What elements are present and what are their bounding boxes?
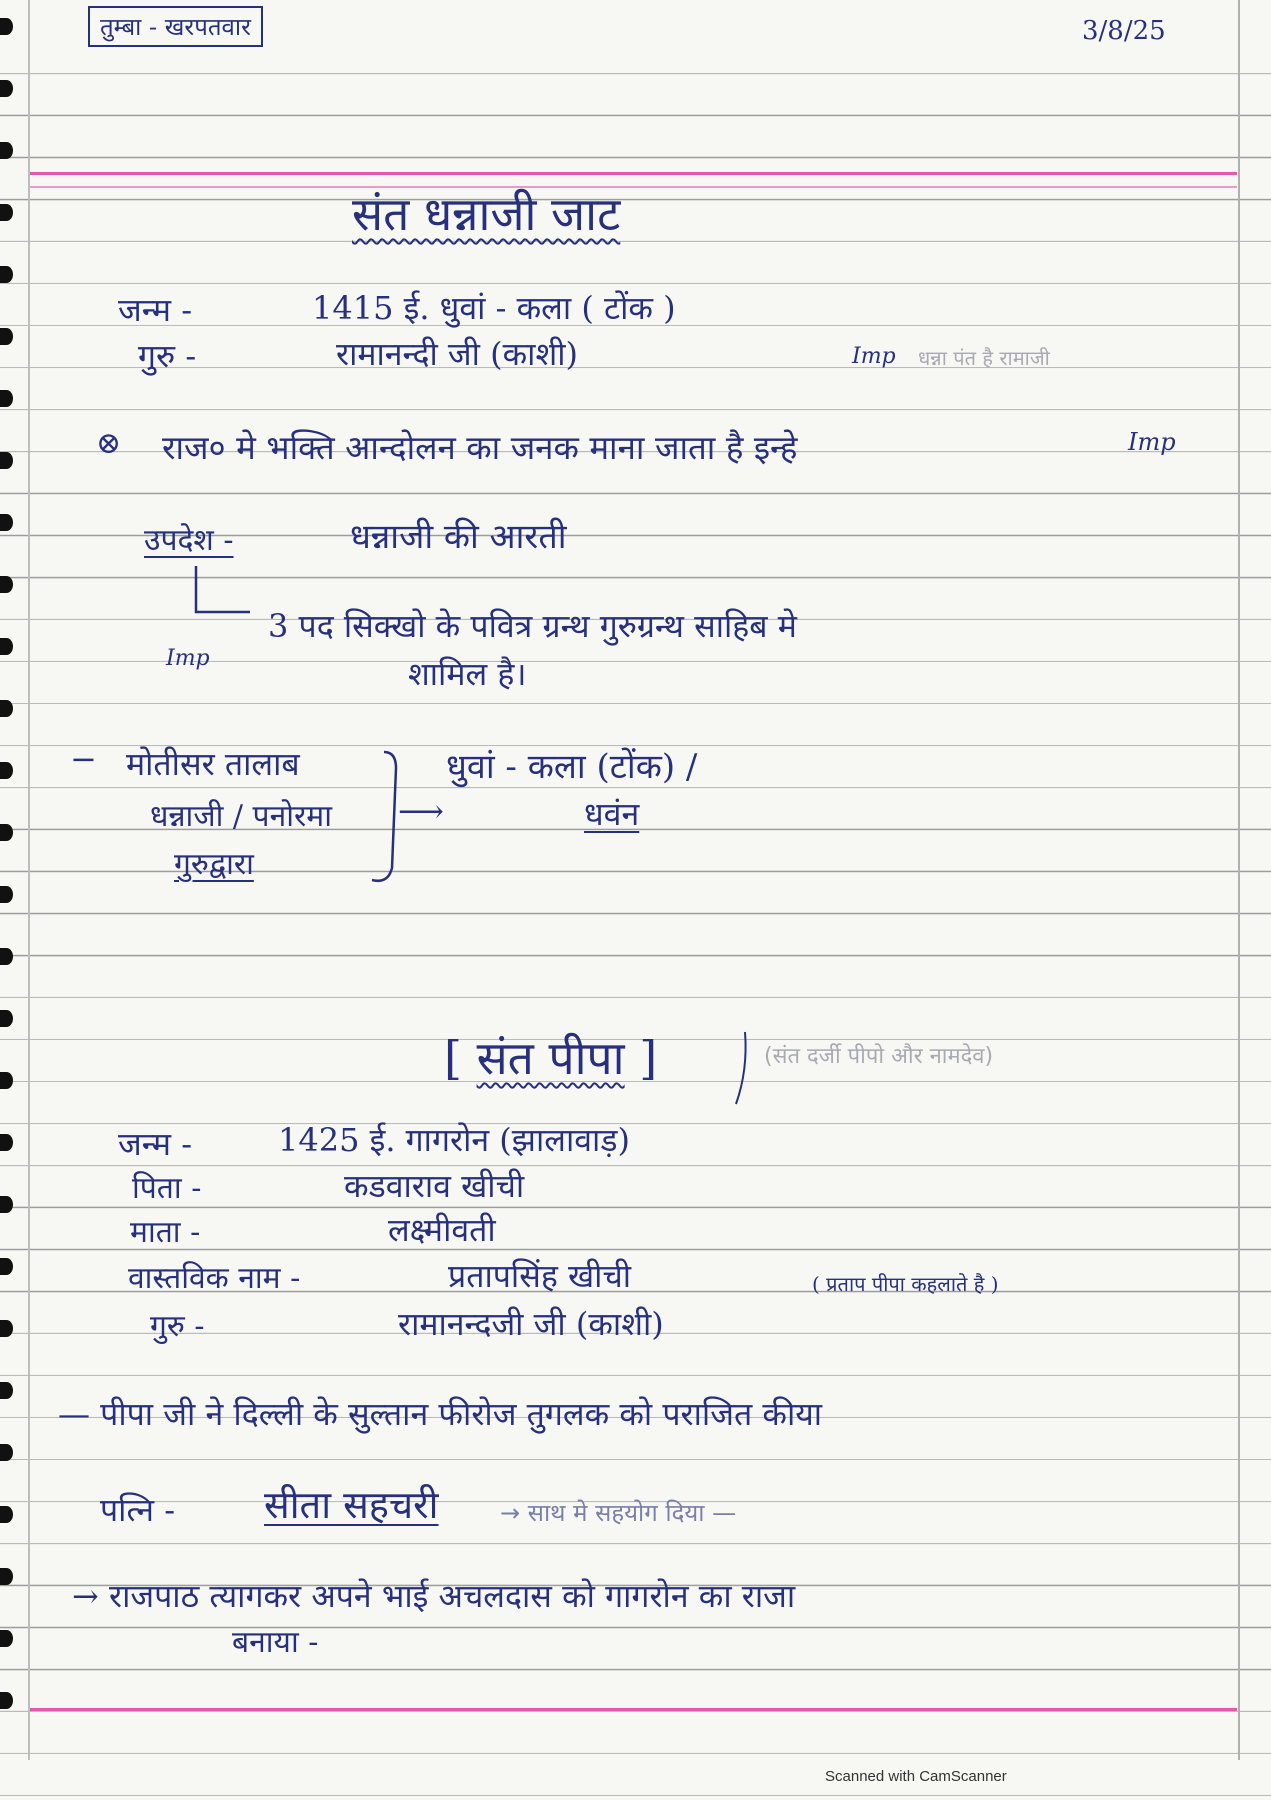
dhanna-janm-value: 1415 ई. धुवां - कला ( टोंक ) — [312, 289, 676, 327]
dhanna-sub-text-1: 3 पद सिक्खो के पवित्र ग्रन्थ गुरुग्रन्थ साहिब मे — [268, 607, 797, 645]
section-title-dhanna: संत धन्नाजी जाट — [352, 187, 621, 241]
place-item: धन्नाजी / पनोरमा — [150, 799, 332, 834]
dhanna-guru-value: रामानन्दी जी (काशी) — [336, 335, 578, 373]
pipa-naam-label: वास्तविक नाम - — [128, 1261, 301, 1296]
imp-mark: Imp — [166, 646, 210, 671]
pipa-title-note: (संत दर्जी पीपो और नामदेव) — [764, 1044, 994, 1069]
dhanna-guru-note: धन्ना पंत है रामाजी — [918, 346, 1050, 370]
date: 3/8/25 — [1082, 16, 1166, 46]
pipa-line-2b: बनाया - — [232, 1625, 319, 1660]
dhanna-updesh-value: धन्नाजी की आरती — [350, 517, 567, 557]
pipa-pita-label: पिता - — [132, 1171, 202, 1206]
dhanna-janm-label: जन्म - — [118, 291, 193, 329]
dhanna-guru-label: गुरु - — [138, 337, 197, 375]
pipa-janm-value: 1425 ई. गागरोन (झालावाड़) — [278, 1121, 630, 1159]
topic-box: तुम्बा - खरपतवार — [88, 6, 263, 47]
pipa-guru-label: गुरु - — [150, 1309, 205, 1344]
pipa-pita-value: कडवाराव खीची — [344, 1167, 525, 1205]
dhanna-bullet-text: राज० मे भक्ति आन्दोलन का जनक माना जाता है इन्हे — [162, 428, 798, 467]
section-title-pipa: [ संत पीपा ] — [444, 1031, 658, 1085]
pipa-janm-label: जन्म - — [118, 1125, 193, 1163]
imp-mark: Imp — [1128, 428, 1176, 456]
pipa-naam-note: ( प्रताप पीपा कहलाते है ) — [812, 1272, 999, 1296]
place-item: गुरुद्वारा — [174, 847, 254, 882]
pipa-line-2a: → राजपाठ त्यागकर अपने भाई अचलदास को गागरोन का राजा — [72, 1577, 796, 1615]
scanner-watermark: Scanned with CamScanner — [825, 1768, 1007, 1785]
places-location: धुवां - कला (टोंक) / — [446, 747, 698, 787]
dhanna-updesh-label: उपदेश - — [144, 523, 234, 558]
pipa-patni-value: सीता सहचरी — [264, 1483, 439, 1527]
places-target: धवंन — [584, 795, 640, 833]
arrow-icon: ⟶ — [398, 792, 444, 830]
pipa-mata-value: लक्ष्मीवती — [388, 1211, 496, 1249]
bullet-icon: ⊗ — [96, 426, 122, 461]
pipa-patni-label: पत्नि - — [100, 1491, 176, 1529]
imp-mark: Imp — [852, 344, 896, 369]
place-item: मोतीसर तालाब — [126, 745, 300, 783]
pipa-mata-label: माता - — [130, 1215, 201, 1250]
dash-icon: − — [70, 740, 97, 778]
pipa-guru-value: रामानन्दजी जी (काशी) — [398, 1305, 664, 1343]
pipa-title-text: संत पीपा — [476, 1031, 625, 1085]
pipa-naam-value: प्रतापसिंह खीची — [448, 1257, 632, 1295]
pipa-line-1: — पीपा जी ने दिल्ली के सुल्तान फीरोज तुगलक को पराजित कीया — [58, 1395, 823, 1433]
dhanna-sub-text-2: शामिल है। — [408, 655, 527, 693]
pipa-patni-note: → साथ मे सहयोग दिया — — [500, 1499, 737, 1527]
